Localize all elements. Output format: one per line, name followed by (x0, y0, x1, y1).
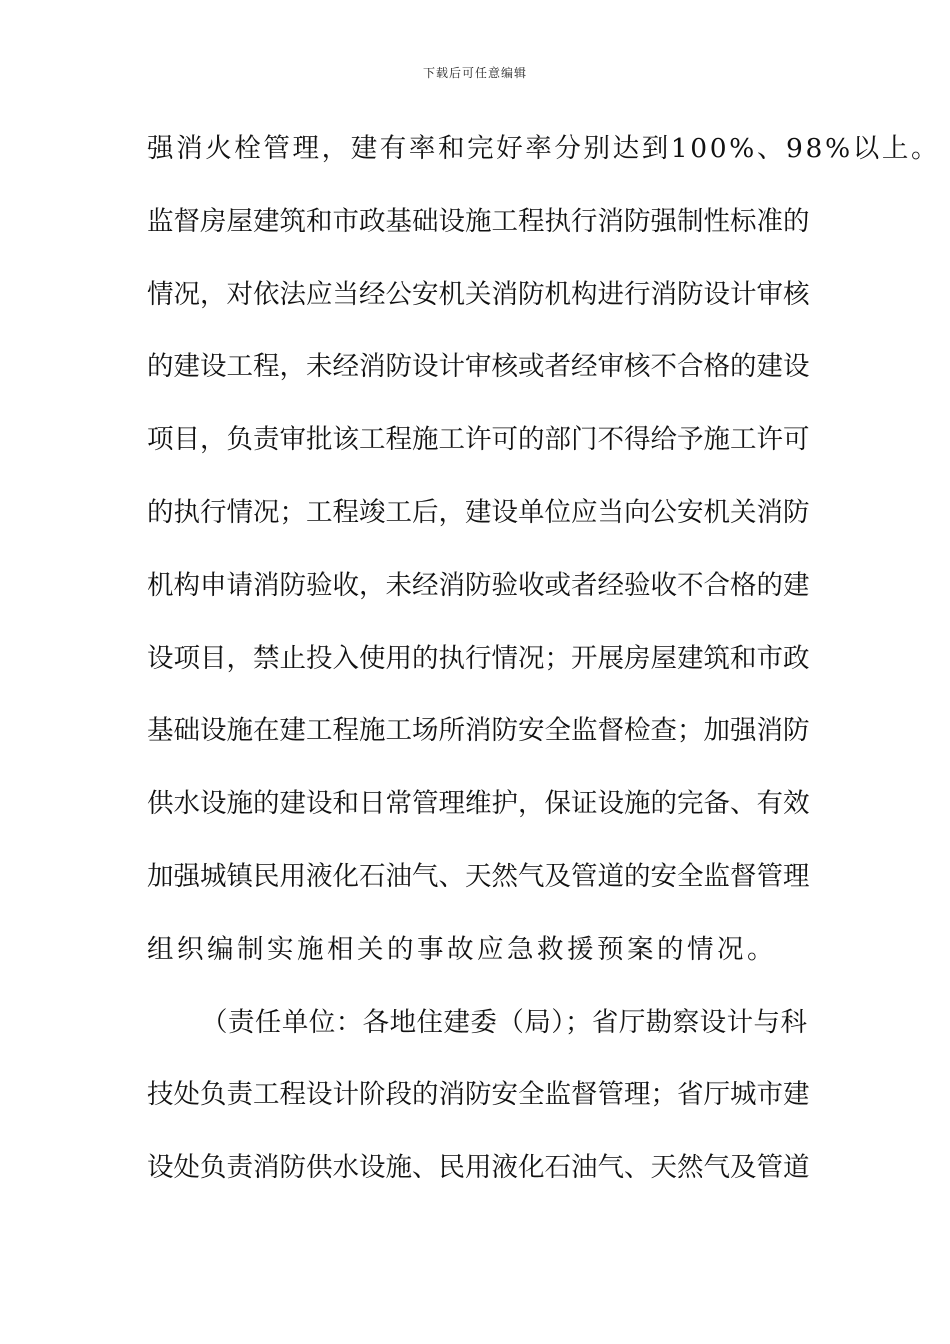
text-line: 加强城镇民用液化石油气、天然气及管道的安全监督管理 (147, 860, 810, 892)
text-line: 设项目，禁止投入使用的执行情况；开展房屋建筑和市政 (147, 642, 810, 674)
text-line: （责任单位：各地住建委（局）；省厅勘察设计与科 (201, 1006, 807, 1038)
text-line: 情况，对依法应当经公安机关消防机构进行消防设计审核 (147, 278, 810, 310)
text-line: 强消火栓管理，建有率和完好率分别达到100%、98%以上。 (147, 133, 941, 164)
text-line: 项目，负责审批该工程施工许可的部门不得给予施工许可 (147, 424, 810, 456)
page-header: 下载后可任意编辑 (422, 66, 527, 80)
text-line: 的执行情况；工程竣工后，建设单位应当向公安机关消防 (147, 496, 810, 528)
text-line: 基础设施在建工程施工场所消防安全监督检查；加强消防 (147, 715, 810, 747)
text-line: 设处负责消防供水设施、民用液化石油气、天然气及管道 (147, 1152, 810, 1184)
text-line: 供水设施的建设和日常管理维护，保证设施的完备、有效 (147, 788, 810, 820)
text-line: 机构申请消防验收，未经消防验收或者经验收不合格的建 (147, 569, 810, 601)
text-line: 监督房屋建筑和市政基础设施工程执行消防强制性标准的 (147, 205, 810, 237)
document-body (147, 121, 941, 1213)
text-line: 技处负责工程设计阶段的消防安全监督管理；省厅城市建 (147, 1079, 810, 1111)
text-line: 的建设工程，未经消防设计审核或者经审核不合格的建设 (147, 351, 810, 383)
text-line: 组织编制实施相关的事故应急救援预案的情况。 (147, 933, 777, 965)
